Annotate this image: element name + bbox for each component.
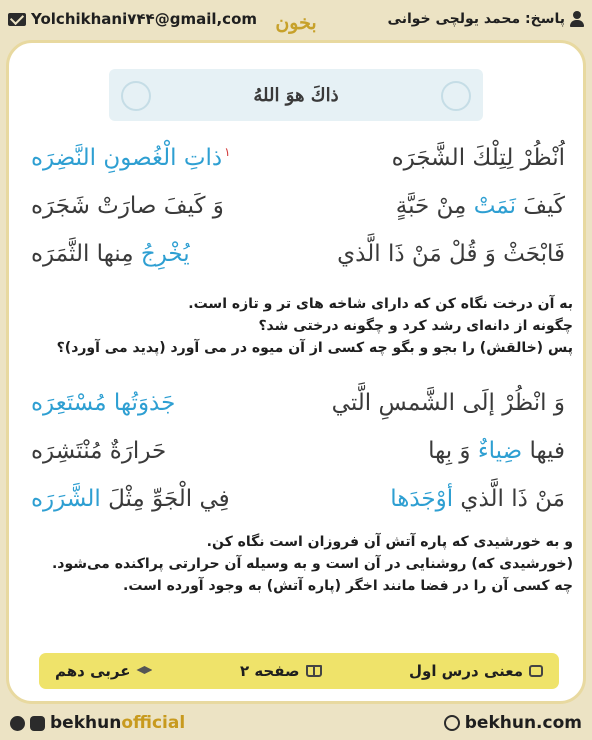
verse-hemistich-left xyxy=(31,486,230,512)
verse-highlight: ضِياءٌ xyxy=(477,438,523,464)
verse-hemistich-left xyxy=(31,390,175,416)
page-item xyxy=(240,662,322,680)
verse-hemistich-right xyxy=(390,486,565,512)
verse-text: كَيفَ xyxy=(515,193,565,219)
brand-logo xyxy=(272,2,320,44)
verse-highlight: نَمَتْ xyxy=(473,193,516,219)
respondent-info xyxy=(388,11,584,27)
verse-text: مَنْ ذَا الَّذي xyxy=(453,486,565,512)
verse-text: ذاتِ الْغُصونِ النَّضِرَه xyxy=(31,145,223,171)
translation-line: چگونه از دانه‌ای رشد کرد و چگونه درختی شد؟ xyxy=(258,318,573,334)
graduation-cap-icon xyxy=(136,666,152,676)
social-handle[interactable] xyxy=(10,713,185,733)
verse-text: فِي الْجَوِّ مِثْلَ xyxy=(100,486,230,512)
translation-line: چه کسی آن را در فضا مانند اخگر (پاره آتش) به وجود آورده است. xyxy=(123,578,573,594)
verse-hemistich-left: وَ كَيفَ صارَتْ شَجَرَه xyxy=(31,193,224,219)
verse-text: مُسْتَعِرَه xyxy=(31,390,107,416)
page-label: صفحه ۲ xyxy=(239,662,300,680)
footnote-marker: ۱ xyxy=(224,145,231,160)
verse-text: مِنها الثَّمَرَه xyxy=(31,241,141,267)
verse-text: وَ بِها xyxy=(428,438,478,464)
social-handle-text xyxy=(50,713,185,733)
verse-text: جَذوَتُها xyxy=(106,390,176,416)
verse-highlight: يُخْرِجُ xyxy=(140,241,190,267)
translation-block-2 xyxy=(25,531,573,597)
verse-hemistich-right xyxy=(428,438,565,464)
content-card xyxy=(6,40,586,704)
subject-item xyxy=(55,662,152,680)
title-banner xyxy=(109,69,483,121)
verse-hemistich-left xyxy=(31,145,231,171)
logo-text: بخون xyxy=(275,12,317,34)
bottom-bar xyxy=(0,706,592,740)
translation-line: پس (خالقش) را بجو و بگو چه کسی از آن میوه در می آورد (پدید می آورد)؟ xyxy=(56,340,573,356)
instagram-icon xyxy=(30,716,45,731)
telegram-icon xyxy=(10,716,25,731)
user-icon xyxy=(570,11,584,27)
lesson-label: معنی درس اول xyxy=(408,662,523,680)
verse-text: مِنْ حَبَّةٍ xyxy=(395,193,474,219)
verse-hemistich-right: اُنْظُرْ لِتِلْكَ الشَّجَرَه xyxy=(391,145,565,171)
verse-row xyxy=(31,186,565,226)
verse-highlight: أوْجَدَها xyxy=(390,486,454,512)
translation-line: و به خورشیدی که پاره آتش آن فروزان است نگاه کن. xyxy=(206,534,573,550)
translation-block-1 xyxy=(25,293,573,359)
email-contact[interactable] xyxy=(8,10,257,28)
subject-label: عربی دهم xyxy=(55,662,131,680)
verse-row xyxy=(31,431,565,471)
verse-text: فيها xyxy=(522,438,565,464)
user-icon xyxy=(529,665,543,677)
translation-line: به آن درخت نگاه کن که دارای شاخه های تر و تازه است. xyxy=(188,296,573,312)
lesson-footer-bar xyxy=(39,653,559,689)
globe-icon xyxy=(444,715,460,731)
verse-hemistich-right: فَابْحَثْ وَ قُلْ مَنْ ذَا الَّذي xyxy=(337,241,565,267)
lesson-title: ذاكَ هوَ اللهُ xyxy=(253,84,339,106)
website-text: bekhun.com xyxy=(464,713,582,733)
email-text: Yolchikhani۷۴۴@gmail,com xyxy=(31,10,258,28)
verse-row xyxy=(31,383,565,423)
website-link[interactable] xyxy=(444,713,582,733)
verse-hemistich-right xyxy=(396,193,565,219)
verse-row xyxy=(31,479,565,519)
verse-highlight: الشَّرَرَه xyxy=(31,486,101,512)
verse-row xyxy=(31,234,565,274)
handle-accent: official xyxy=(121,713,186,733)
verse-hemistich-left xyxy=(31,241,190,267)
lesson-item xyxy=(409,662,543,680)
mail-icon xyxy=(8,13,26,26)
book-icon xyxy=(306,665,322,677)
verse-hemistich-right: وَ انْظُرْ إلَى الشَّمسِ الَّتي xyxy=(331,390,565,416)
respondent-text: پاسخ: محمد یولچی خوانی xyxy=(387,11,565,27)
translation-line: (خورشیدی که) روشنایی در آن است و به وسیله آن حرارتی پراکنده می‌شود. xyxy=(51,556,573,572)
handle-plain: bekhun xyxy=(50,713,122,733)
verse-hemistich-left: حَرارَةٌ مُنْتَشِرَه xyxy=(31,438,167,464)
verse-row xyxy=(31,138,565,178)
